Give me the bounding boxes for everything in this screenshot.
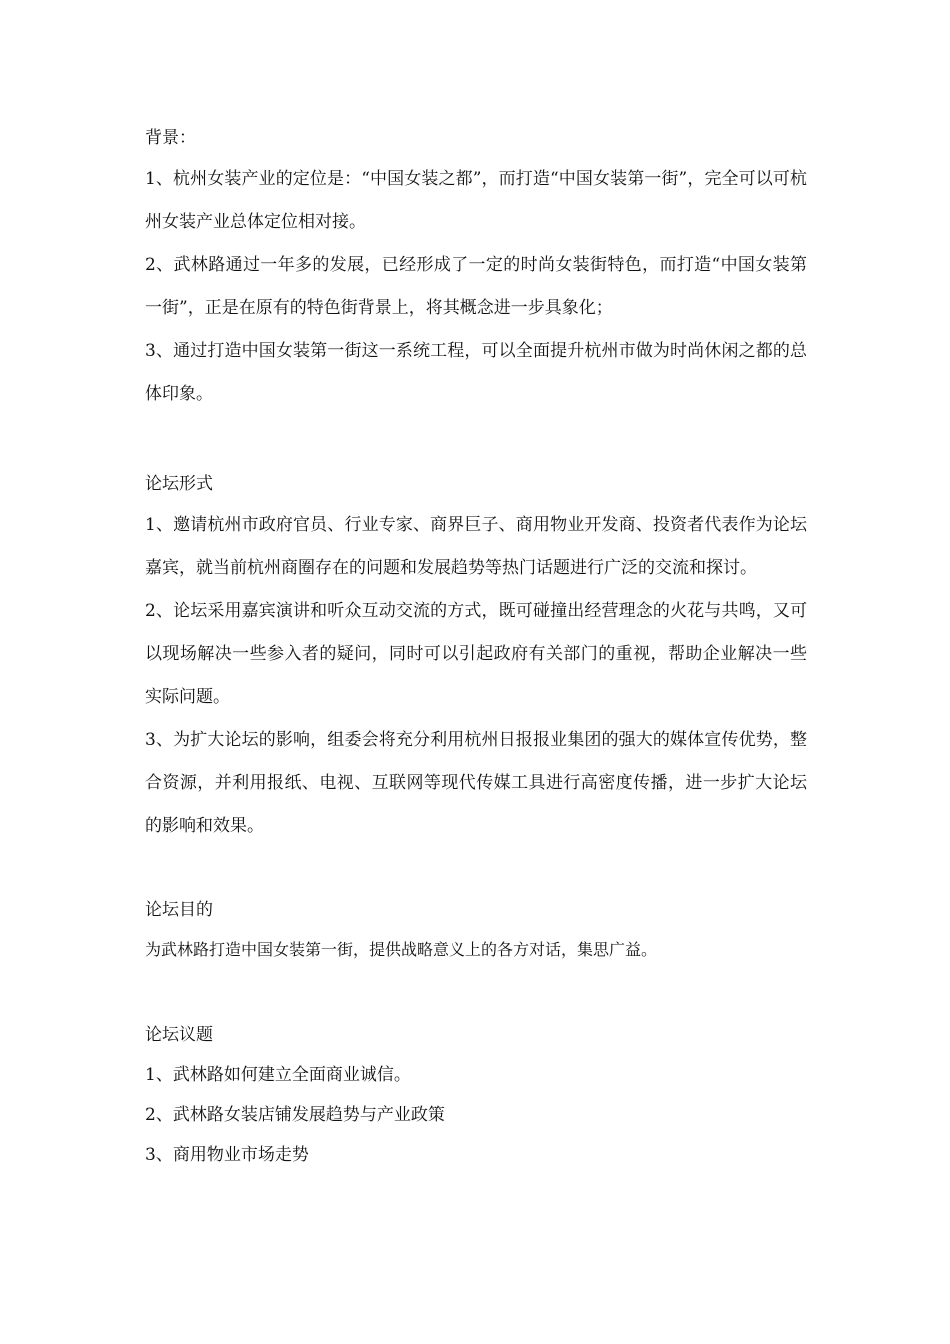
background-item-2: 2、武林路通过一年多的发展，已经形成了一定的时尚女装街特色，而打造“中国女装第一街”，正是在原有的特色街背景上，将其概念进一步具象化； <box>145 255 807 318</box>
format-heading: 论坛形式 <box>145 474 213 494</box>
purpose-text: 为武林路打造中国女装第一街，提供战略意义上的各方对话，集思广益。 <box>145 940 658 959</box>
section-spacer <box>145 416 807 464</box>
background-item-3: 3、通过打造中国女装第一街这一系统工程，可以全面提升杭州市做为时尚休闲之都的总体印象。 <box>145 341 807 404</box>
format-item-3: 3、为扩大论坛的影响，组委会将充分利用杭州日报报业集团的强大的媒体宣传优势，整合资源，并利用报纸、电视、互联网等现代传媒工具进行高密度传播，进一步扩大论坛的影响和效果。 <box>145 730 807 836</box>
topics-item-1: 1、武林路如何建立全面商业诚信。 <box>145 1065 411 1085</box>
topics-section <box>145 1015 807 1175</box>
purpose-heading: 论坛目的 <box>145 900 213 920</box>
background-heading: 背景： <box>145 128 196 148</box>
background-section <box>145 118 807 416</box>
topics-heading: 论坛议题 <box>145 1025 213 1045</box>
purpose-section <box>145 890 807 970</box>
format-item-2: 2、论坛采用嘉宾演讲和听众互动交流的方式，既可碰撞出经营理念的火花与共鸣，又可以现场解决一些参入者的疑问，同时可以引起政府有关部门的重视，帮助企业解决一些实际问题。 <box>145 601 807 707</box>
topics-item-2: 2、武林路女装店铺发展趋势与产业政策 <box>145 1105 445 1125</box>
topics-item-3: 3、商用物业市场走势 <box>145 1145 309 1165</box>
format-section <box>145 464 807 848</box>
format-item-1: 1、邀请杭州市政府官员、行业专家、商界巨子、商用物业开发商、投资者代表作为论坛嘉宾，就当前杭州商圈存在的问题和发展趋势等热门话题进行广泛的交流和探讨。 <box>145 515 807 578</box>
background-item-1: 1、杭州女装产业的定位是：“中国女装之都”，而打造“中国女装第一街”，完全可以可杭州女装产业总体定位相对接。 <box>145 169 807 232</box>
document-body <box>145 118 807 1175</box>
section-spacer <box>145 848 807 890</box>
section-spacer <box>145 970 807 1015</box>
